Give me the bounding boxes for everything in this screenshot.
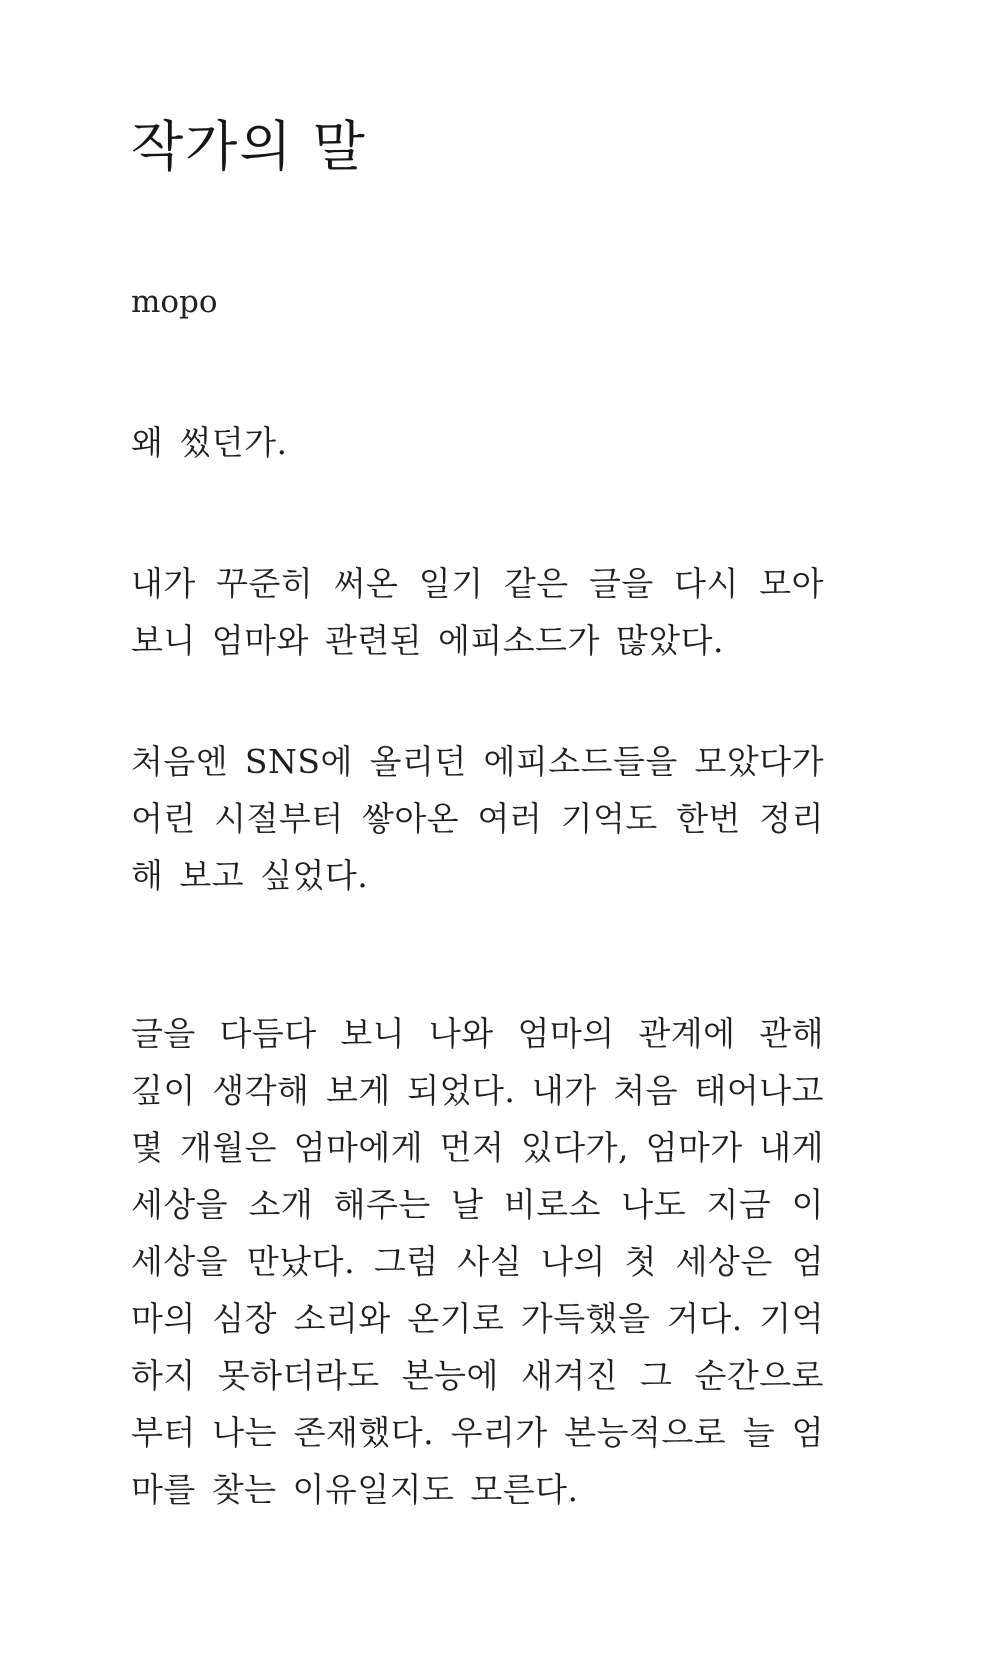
- paragraph-mother-relationship: 글을 다듬다 보니 나와 엄마의 관계에 관해 깊이 생각해 보게 되었다. 내가 처음 태어나고 몇 개월은 엄마에게 먼저 있다가, 엄마가 내게 세상을 소개 해주는 날 비로소 나도 지금 이 세상을 만났다. 그럼 사실 나의 첫 세상은 엄마의 심장 소리와 온기로 가득했을 거다. 기억하지 못하더라도 본능에 새겨진 그 순간으로부터 나는 존재했다. 우리가 본능적으로 늘 엄마를 찾는 이유일지도 모른다.: [131, 1014, 824, 1509]
- paragraph-diary-episodes: 내가 꾸준히 써온 일기 같은 글을 다시 모아 보니 엄마와 관련된 에피소드가 많았다.: [131, 564, 824, 660]
- paragraph-sns-memories: 처음엔 SNS에 올리던 에피소드들을 모았다가 어린 시절부터 쌓아온 여러 기억도 한번 정리해 보고 싶었다.: [131, 742, 824, 895]
- paragraph-why-wrote: 왜 썼던가.: [131, 423, 288, 462]
- page-title: 작가의 말: [131, 115, 367, 178]
- author-name: mopo: [131, 284, 218, 320]
